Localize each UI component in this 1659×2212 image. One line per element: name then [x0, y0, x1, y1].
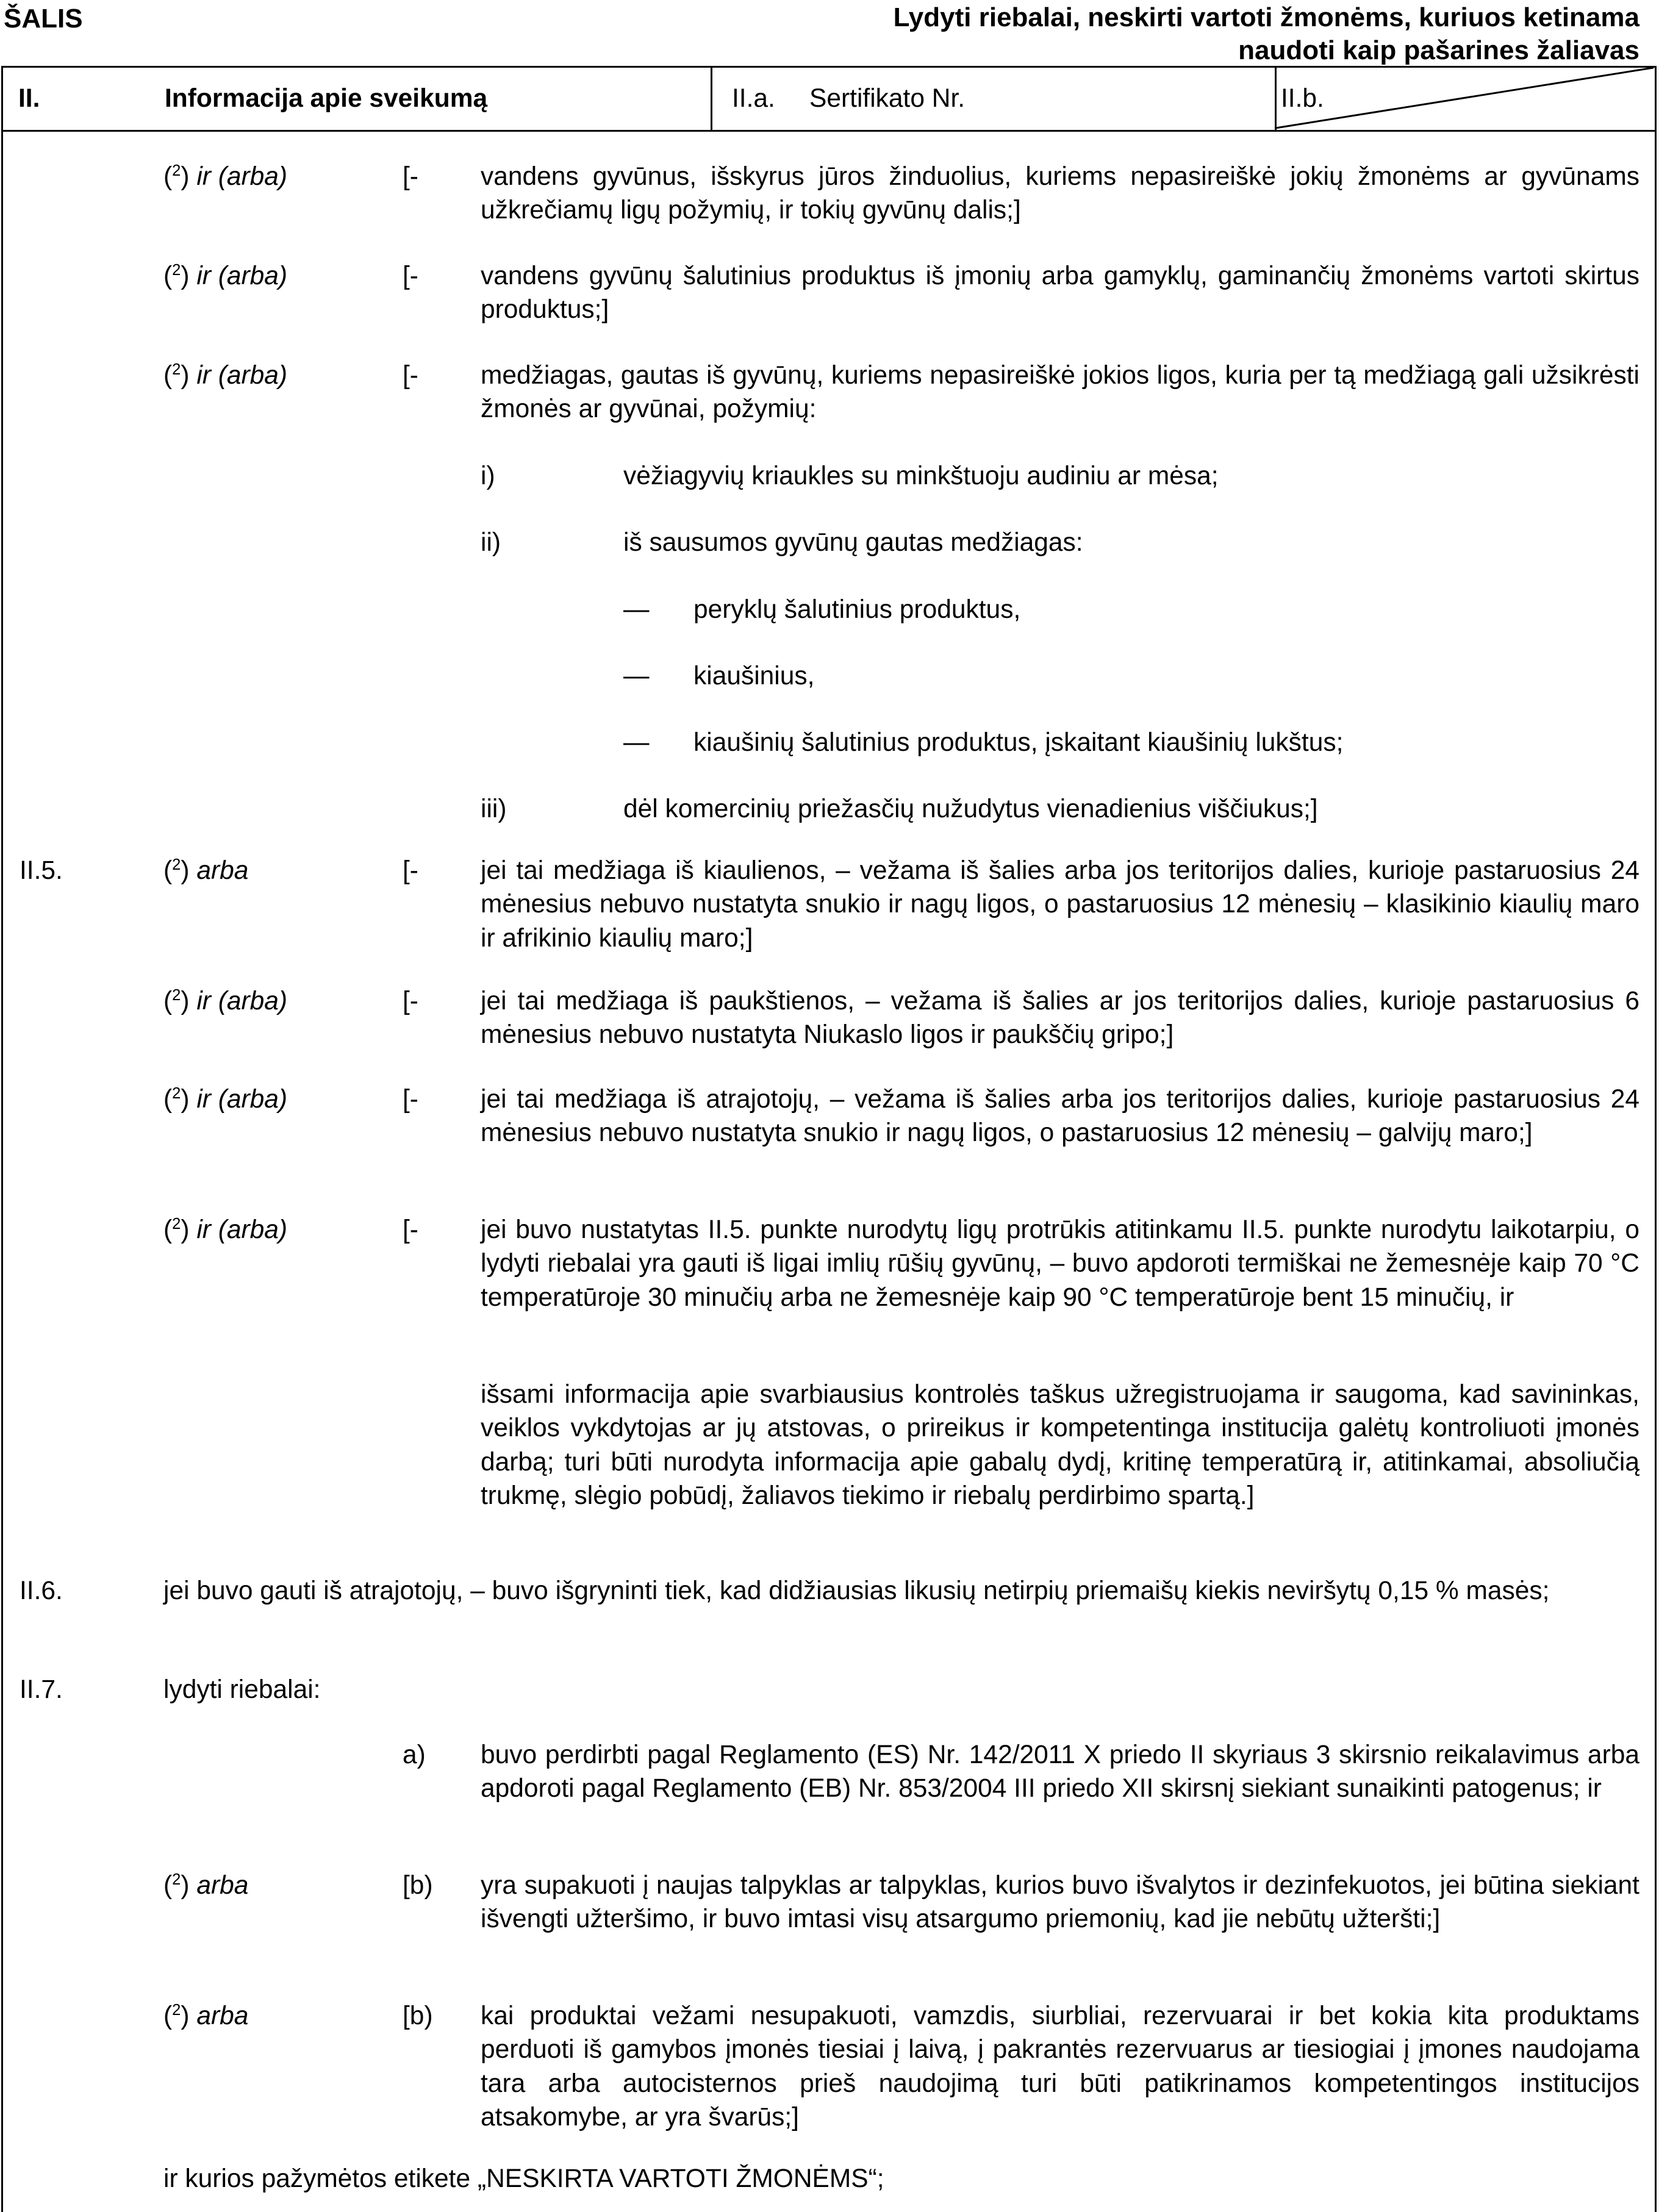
option-marker: [- [403, 856, 418, 885]
sub-item-marker: iii) [481, 795, 507, 823]
clause-text: jei tai medžiaga iš kiaulienos, – vežama iš šalies arba jos teritorijos dalies, kurioje pastaruosius 24 mėnesius nebuvo nustatyta snukio ir nagų ligos, o pastaruosius 12 mėnesių – klasikinio kiaulių maro ir afrikinio kiaulių maro;] [481, 856, 1639, 953]
clause-text: jei tai medžiaga iš paukštienos, – vežama iš šalies ar jos teritorijos dalies, kurioje pastaruosius 6 mėnesius nebuvo nustatyta Niukaslo ligos ir paukščių gripo;] [481, 987, 1639, 1050]
reference-label: II.b. [1281, 84, 1324, 113]
clause-text: jei tai medžiaga iš atrajotojų, – vežama iš šalies arba jos teritorijos dalies, kurioje pastaruosius 24 mėnesius nebuvo nustatyta snukio ir nagų ligos, o pastaruosius 12 mėnesių – galvijų maro;] [481, 1085, 1639, 1148]
footnote-condition: ($^2$) ir (arba) [163, 261, 288, 290]
footnote-condition: ($^2$) ir (arba) [163, 360, 288, 390]
clause-text: vandens gyvūnus, išskyrus jūros žinduolius, kuriems nepasireiškė jokių žmonėms ar gyvūnams užkrečiamų ligų požymių, ir tokių gyvūnų dalis;] [481, 162, 1639, 225]
dash-item-text: kiaušinių šalutinius produktus, įskaitant kiaušinių lukštus; [693, 728, 1344, 757]
footnote-condition: ($^2$) ir (arba) [163, 162, 288, 191]
clause-text: medžiagas, gautas iš gyvūnų, kuriems nepasireiškė jokios ligos, kuria per tą medžiagą gali užsikrėsti žmonės ar gyvūnai, požymių: [481, 361, 1639, 424]
footnote-condition: ($^2$) arba [163, 2001, 249, 2030]
clause-text: jei buvo nustatytas II.5. punkte nurodytų ligų protrūkis atitinkamu II.5. punkte nurodytu laikotarpiu, o lydyti riebalai yra gauti iš ligai imlių rūšių gyvūnų, – buvo apdoroti termiškai ne žemesnėje kaip 70 °C temperatūroje 30 minučių arba ne žemesnėje kaip 90 °C temperatūroje bent 15 minučių, ir [481, 1215, 1639, 1312]
point-number: II.5. [20, 856, 63, 885]
dash-marker: — [623, 728, 650, 757]
certificate-number-label: Sertifikato Nr. [809, 84, 966, 113]
sub-item-text: vėžiagyvių kriaukles su minkštuoju audiniu ar mėsa; [623, 462, 1219, 490]
clause-text: ir kurios pažymėtos etikete „NESKIRTA VARTOTI ŽMONĖMS“; [163, 2164, 884, 2193]
sub-item-marker: a) [403, 1741, 426, 1769]
clause-text: lydyti riebalai: [163, 1675, 321, 1704]
dash-item-text: peryklų šalutinius produktus, [693, 595, 1021, 624]
sub-item-marker: i) [481, 462, 495, 490]
option-marker: [- [403, 987, 418, 1015]
dash-marker: — [623, 595, 650, 624]
point-number: II.6. [20, 1577, 63, 1605]
option-marker: [b) [403, 1871, 433, 1900]
section-number: II. [18, 84, 40, 113]
clause-text: yra supakuoti į naujas talpyklas ar talpyklas, kurios buvo išvalytos ir dezinfekuotos, jei būtina siekiant išvengti užteršimo, ir buvo imtasi visų atsargumo priemonių, kad jie nebūtų užteršti;] [481, 1871, 1639, 1934]
dash-item-text: kiaušinius, [693, 662, 815, 690]
point-number: II.7. [20, 1675, 63, 1704]
clause-text: buvo perdirbti pagal Reglamento (ES) Nr. 142/2011 X priedo II skyriaus 3 skirsnio reikalavimus arba apdoroti pagal Reglamento (EB) Nr. 853/2004 III priedo XII skirsnį siekiant sunaikinti patogenus; ir [481, 1741, 1639, 1803]
certificate-label: II.a. [732, 84, 775, 113]
clause-text: išsami informacija apie svarbiausius kontrolės taškus užregistruojama ir saugoma, kad savininkas, veiklos vykdytojas ar jų atstovas, o prireikus ir kompetentinga institucija galėtų kontroliuoti įmonės darbą; turi būti nurodyta informacija apie gabalų dydį, kritinę temperatūrą ir, atitinkamai, absoliučią trukmę, slėgio pobūdį, žaliavos tiekimo ir riebalų perdirbimo spartą.] [481, 1380, 1639, 1510]
sub-item-text: iš sausumos gyvūnų gautas medžiagas: [623, 528, 1083, 557]
header-divider [711, 68, 712, 130]
option-marker: [- [403, 262, 418, 290]
document-title: Lydyti riebalai, neskirti vartoti žmonėms, kuriuos ketinama naudoti kaip pašarines žaliavas [893, 2, 1639, 65]
reference-diagonal-line [1275, 66, 1657, 132]
option-marker: [- [403, 1215, 418, 1244]
clause-text: jei buvo gauti iš atrajotojų, – buvo išgryninti tiek, kad didžiausias likusių netirpių priemaišų kiekis neviršytų 0,15 % masės; [163, 1577, 1550, 1605]
clause-text: kai produktai vežami nesupakuoti, vamzdis, siurbliai, rezervuarai ir bet kokia kita produktams perduoti iš gamybos įmonės tiesiai į laivą, į pakrantės rezervuarus ar tiesiogiai į įmones naudojama tara arba autocisternos prieš naudojimą turi būti patikrinamos kompetentingos institucijos atsakomybe, ar yra švarūs;] [481, 2002, 1639, 2131]
footnote-condition: ($^2$) ir (arba) [163, 1084, 288, 1114]
clause-text: vandens gyvūnų šalutinius produktus iš įmonių arba gamyklų, gaminančių žmonėms vartoti skirtus produktus;] [481, 262, 1639, 324]
footnote-condition: ($^2$) ir (arba) [163, 986, 288, 1015]
option-marker: [- [403, 162, 418, 191]
option-marker: [- [403, 1085, 418, 1114]
page-header [0, 0, 1659, 67]
footnote-condition: ($^2$) ir (arba) [163, 1215, 288, 1244]
country-label: ŠALIS [4, 4, 83, 34]
sub-item-marker: ii) [481, 528, 501, 557]
option-marker: [- [403, 361, 418, 390]
footnote-condition: ($^2$) arba [163, 856, 249, 885]
section-title: Informacija apie sveikumą [165, 84, 488, 113]
dash-marker: — [623, 662, 650, 690]
footnote-condition: ($^2$) arba [163, 1870, 249, 1900]
sub-item-text: dėl komercinių priežasčių nužudytus vienadienius viščiukus;] [623, 795, 1318, 823]
option-marker: [b) [403, 2002, 433, 2030]
